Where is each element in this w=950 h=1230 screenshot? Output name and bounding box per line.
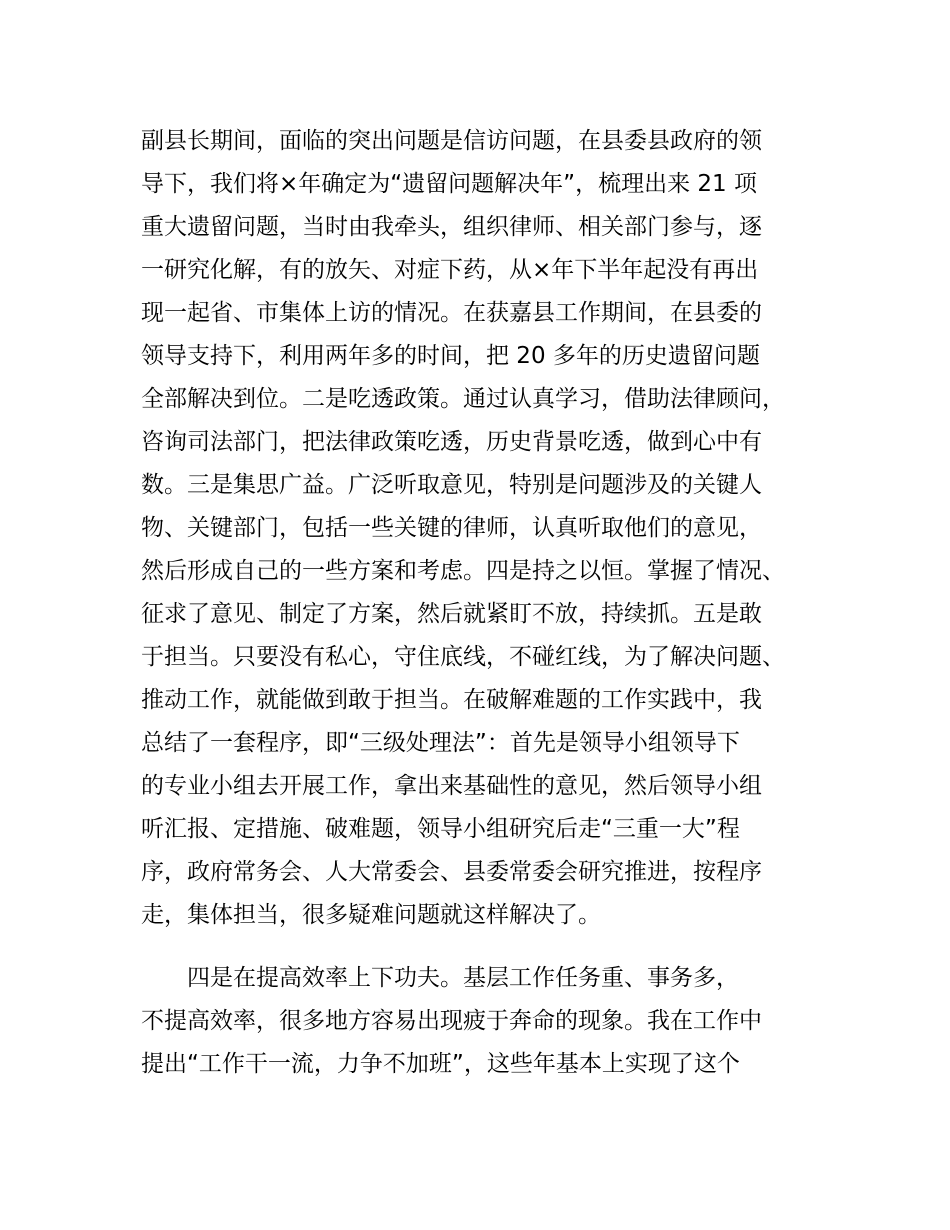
- text-line: 咨询司法部门，把法律政策吃透，历史背景吃透，做到心中有: [141, 429, 762, 455]
- paragraph-spacer: [141, 937, 841, 957]
- text-line: 于担当。只要没有私心，守住底线，不碰红线，为了解决问题、: [141, 644, 785, 670]
- text-line: 副县长期间，面临的突出问题是信访问题，在县委县政府的领: [141, 128, 762, 154]
- text-line: 导下，我们将×年确定为“遗留问题解决年”，梳理出来 21 项: [141, 171, 757, 197]
- text-line: 征求了意见、制定了方案，然后就紧盯不放，持续抓。五是敢: [141, 601, 762, 627]
- text-line: 听汇报、定措施、破难题，领导小组研究后走“三重一大”程: [141, 816, 740, 842]
- text-line: 然后形成自己的一些方案和考虑。四是持之以恒。掌握了情况、: [141, 558, 785, 584]
- text-line: 全部解决到位。二是吃透政策。通过认真学习，借助法律顾问，: [141, 386, 785, 412]
- text-line: 总结了一套程序，即“三级处理法”：首先是领导小组领导下: [141, 730, 740, 756]
- text-line: 提出“工作干一流，力争不加班”，这些年基本上实现了这个: [141, 1051, 740, 1077]
- text-line: 现一起省、市集体上访的情况。在获嘉县工作期间，在县委的: [141, 300, 762, 326]
- text-line: 一研究化解，有的放矢、对症下药，从×年下半年起没有再出: [141, 257, 759, 283]
- text-line: 重大遗留问题，当时由我牵头，组织律师、相关部门参与，逐: [141, 214, 762, 240]
- text-line: 领导支持下，利用两年多的时间，把 20 多年的历史遗留问题: [141, 343, 760, 369]
- text-line: 的专业小组去开展工作，拿出来基础性的意见，然后领导小组: [141, 773, 762, 799]
- text-line: 走，集体担当，很多疑难问题就这样解决了。: [141, 902, 601, 928]
- paragraph-2: [141, 957, 841, 1086]
- text-line: 序，政府常务会、人大常委会、县委常委会研究推进，按程序: [141, 859, 762, 885]
- text-line: 不提高效率，很多地方容易出现疲于奔命的现象。我在工作中: [141, 1008, 762, 1034]
- paragraph-1: [141, 120, 841, 937]
- document-body: [141, 120, 841, 1086]
- text-line: 数。三是集思广益。广泛听取意见，特别是问题涉及的关键人: [141, 472, 762, 498]
- text-line: 四是在提高效率上下功夫。基层工作任务重、事务多，: [141, 965, 739, 991]
- text-line: 推动工作，就能做到敢于担当。在破解难题的工作实践中，我: [141, 687, 762, 713]
- text-line: 物、关键部门，包括一些关键的律师，认真听取他们的意见，: [141, 515, 762, 541]
